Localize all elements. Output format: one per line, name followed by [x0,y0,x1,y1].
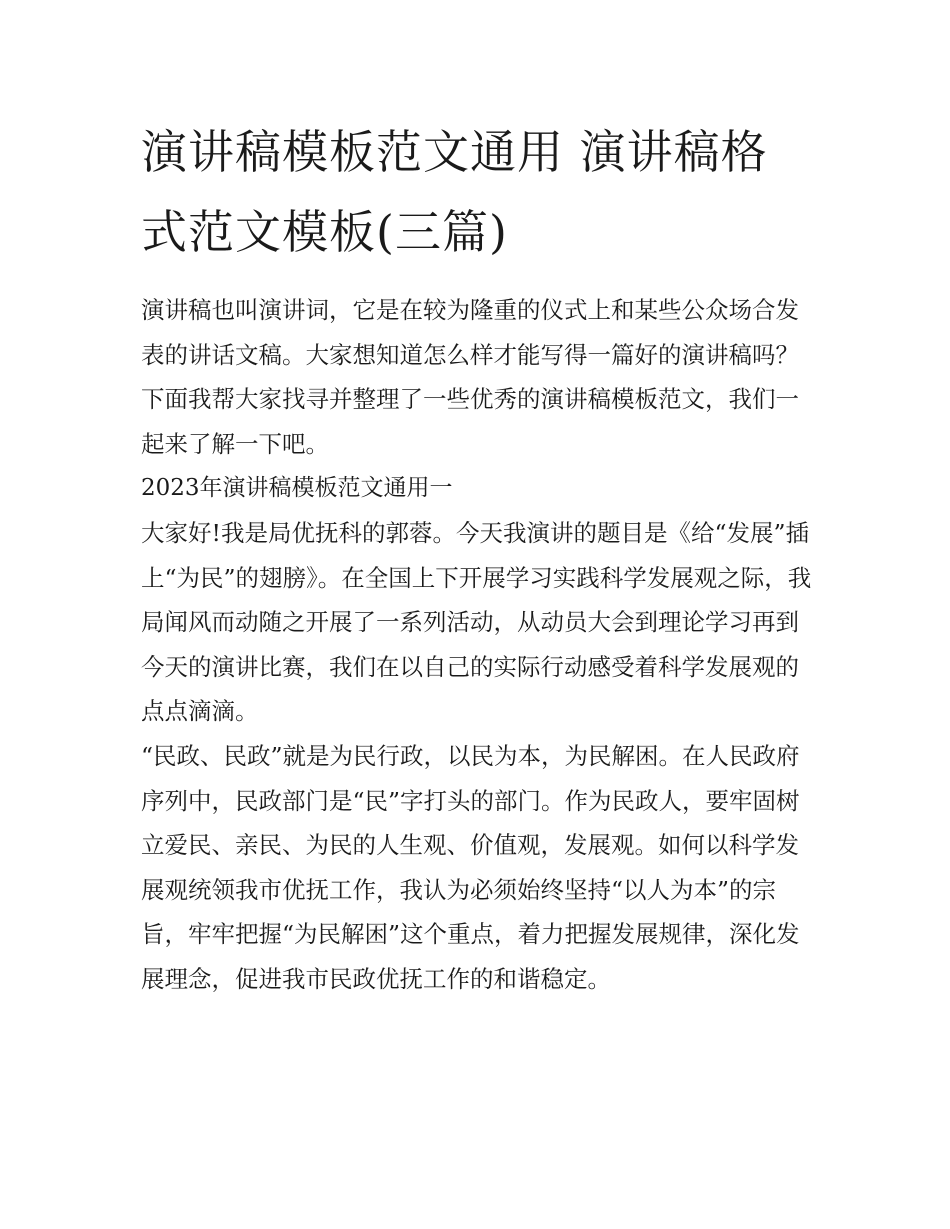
body-paragraph-1: 大家好!我是局优抚科的郭蓉。今天我演讲的题目是《给“发展”插上“为民”的翅膀》。在全国上下开展学习实践科学发展观之际，我局闻风而动随之开展了一系列活动，从动员大会到理论学习再到今天的演讲比赛，我们在以自己的实际行动感受着科学发展观的点点滴滴。 [141,518,812,726]
document-body [141,112,813,1002]
section-heading: 2023年演讲稿模板范文通用一 [141,475,453,502]
body-paragraph-2: “民政、民政”就是为民行政，以民为本，为民解困。在人民政府序列中，民政部门是“民”字打头的部门。作为民政人，要牢固树立爱民、亲民、为民的人生观、价值观，发展观。如何以科学发展观统领我市优抚工作，我认为必须始终坚持“以人为本”的宗旨，牢牢把握“为民解困”这个重点，着力把握发展规律，深化发展理念，促进我市民政优抚工作的和谐稳定。 [141,741,800,993]
document-title: 演讲稿模板范文通用 演讲稿格式范文模板(三篇) [141,125,768,259]
intro-paragraph: 演讲稿也叫演讲词，它是在较为隆重的仪式上和某些公众场合发表的讲话文稿。大家想知道怎么样才能写得一篇好的演讲稿吗？下面我帮大家找寻并整理了一些优秀的演讲稿模板范文，我们一起来了解一下吧。 [141,296,799,458]
